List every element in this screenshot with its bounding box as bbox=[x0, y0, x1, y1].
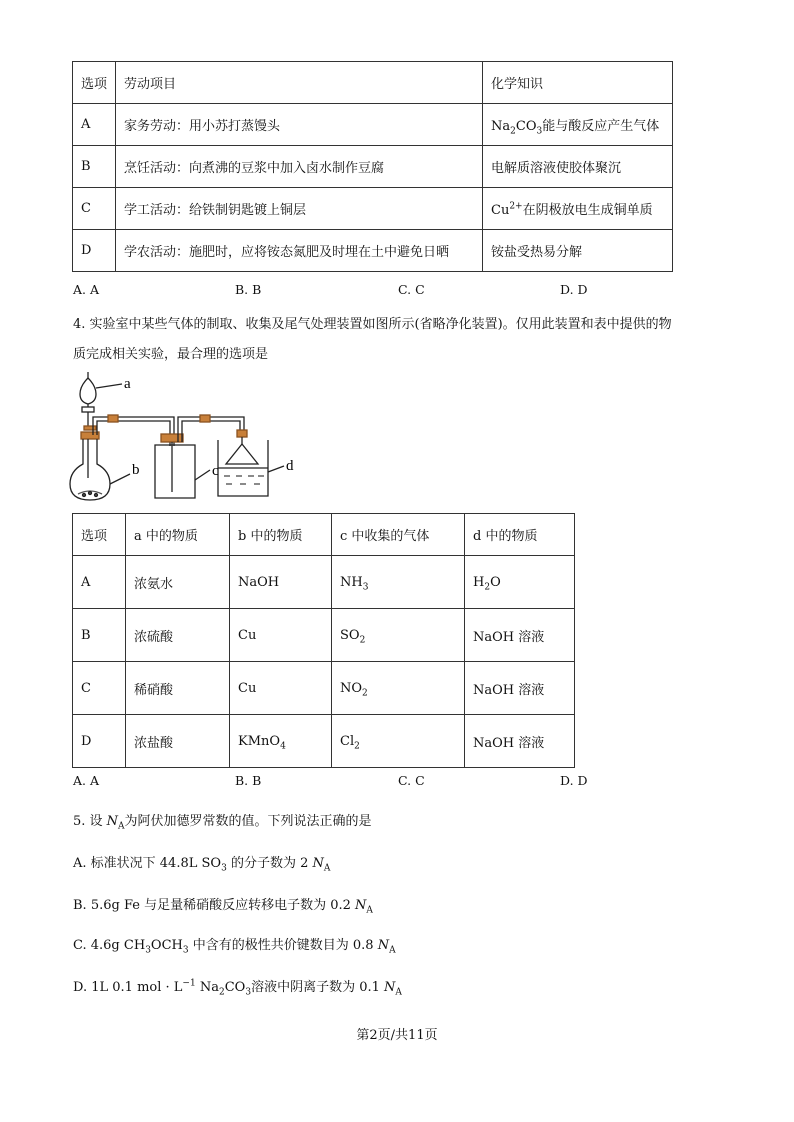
header-cell: 选项 bbox=[73, 62, 116, 104]
collection-bottle-c bbox=[155, 445, 195, 498]
q4-stem-line1: 4. 实验室中某些气体的制取、收集及尾气处理装置如图所示(省略净化装置)。仅用此装置和表中提供的物 bbox=[73, 317, 672, 332]
q5-option-d[interactable]: D. 1L 0.1 mol · $L^{-1}$ $Na_2CO_3$溶液中阴离子数为 0.1 $N_A$ bbox=[73, 978, 402, 998]
table-header-row bbox=[73, 514, 575, 556]
option-cell: D bbox=[73, 715, 126, 768]
a-substance-cell: 浓氨水 bbox=[126, 556, 230, 609]
d-substance-cell: NaOH 溶液 bbox=[465, 662, 575, 715]
q5-stem: 5. 设 $N_A$为阿伏加德罗常数的值。下列说法正确的是 bbox=[73, 814, 372, 832]
q5-option-c[interactable]: C. 4.6g $CH_3OCH_3$ 中含有的极性共价键数目为 0.8 $N_A$ bbox=[73, 938, 396, 956]
header-cell: d 中的物质 bbox=[465, 514, 575, 556]
separatory-funnel bbox=[80, 378, 96, 404]
table-row bbox=[73, 609, 575, 662]
choice-d[interactable]: D. D bbox=[560, 282, 588, 297]
a-substance-cell: 浓盐酸 bbox=[126, 715, 230, 768]
answer-choices-q3 bbox=[73, 282, 603, 300]
option-cell: B bbox=[73, 146, 116, 188]
table-header-row bbox=[73, 62, 673, 104]
b-substance-cell: Cu bbox=[230, 662, 332, 715]
header-cell: c 中收集的气体 bbox=[332, 514, 465, 556]
option-cell: A bbox=[73, 556, 126, 609]
label-b: b bbox=[132, 462, 140, 478]
q5-option-b[interactable]: B. 5.6g Fe 与足量稀硝酸反应转移电子数为 0.2 $N_A$ bbox=[73, 898, 373, 916]
table-row bbox=[73, 146, 673, 188]
option-cell: D bbox=[73, 230, 116, 272]
reagent-table bbox=[72, 513, 575, 768]
knowledge-cell: 电解质溶液使胶体聚沉 bbox=[483, 146, 673, 188]
table-row bbox=[73, 662, 575, 715]
table-row bbox=[73, 230, 673, 272]
c-gas-cell: $Cl_2$ bbox=[332, 715, 465, 768]
gas-apparatus-diagram bbox=[60, 368, 320, 510]
b-substance-cell: KMnO$_4$ bbox=[230, 715, 332, 768]
table-row bbox=[73, 188, 673, 230]
knowledge-cell: $Na_2CO_3$能与酸反应产生气体 bbox=[483, 104, 673, 146]
option-cell: B bbox=[73, 609, 126, 662]
choice-b[interactable]: B. B bbox=[235, 773, 262, 788]
stopcock bbox=[82, 407, 94, 412]
choice-b[interactable]: B. B bbox=[235, 282, 262, 297]
label-a: a bbox=[124, 376, 131, 392]
table-row bbox=[73, 556, 575, 609]
b-substance-cell: Cu bbox=[230, 609, 332, 662]
option-cell: A bbox=[73, 104, 116, 146]
d-substance-cell: NaOH 溶液 bbox=[465, 609, 575, 662]
a-substance-cell: 稀硝酸 bbox=[126, 662, 230, 715]
q4-stem-line2: 质完成相关实验，最合理的选项是 bbox=[73, 347, 269, 362]
d-substance-cell: $H_2O$ bbox=[465, 556, 575, 609]
table-row bbox=[73, 104, 673, 146]
choice-a[interactable]: A. A bbox=[73, 282, 100, 297]
q5-option-a[interactable]: A. 标准状况下 44.8L $SO_3$ 的分子数为 2 $N_A$ bbox=[73, 856, 331, 874]
project-cell: 学工活动：给铁制钥匙镀上铜层 bbox=[116, 188, 483, 230]
project-cell: 学农活动：施肥时，应将铵态氮肥及时埋在土中避免日晒 bbox=[116, 230, 483, 272]
page-footer: 第2页/共11页 bbox=[356, 1028, 438, 1043]
header-cell: b 中的物质 bbox=[230, 514, 332, 556]
header-cell: 选项 bbox=[73, 514, 126, 556]
choice-c[interactable]: C. C bbox=[398, 282, 425, 297]
header-cell: a 中的物质 bbox=[126, 514, 230, 556]
choice-a[interactable]: A. A bbox=[73, 773, 100, 788]
answer-choices-q4 bbox=[73, 773, 603, 791]
choice-d[interactable]: D. D bbox=[560, 773, 588, 788]
label-c: c bbox=[212, 463, 219, 479]
label-d: d bbox=[286, 458, 294, 474]
a-substance-cell: 浓硫酸 bbox=[126, 609, 230, 662]
knowledge-cell: $Cu^{2+}$在阴极放电生成铜单质 bbox=[483, 188, 673, 230]
c-gas-cell: $NH_3$ bbox=[332, 556, 465, 609]
labor-knowledge-table bbox=[72, 61, 673, 272]
header-cell: 化学知识 bbox=[483, 62, 673, 104]
header-cell: 劳动项目 bbox=[116, 62, 483, 104]
table-row bbox=[73, 715, 575, 768]
knowledge-cell: 铵盐受热易分解 bbox=[483, 230, 673, 272]
choice-c[interactable]: C. C bbox=[398, 773, 425, 788]
c-gas-cell: $SO_2$ bbox=[332, 609, 465, 662]
option-cell: C bbox=[73, 662, 126, 715]
option-cell: C bbox=[73, 188, 116, 230]
b-substance-cell: NaOH bbox=[230, 556, 332, 609]
d-substance-cell: NaOH 溶液 bbox=[465, 715, 575, 768]
project-cell: 烹饪活动：向煮沸的豆浆中加入卤水制作豆腐 bbox=[116, 146, 483, 188]
funnel-absorber bbox=[226, 444, 258, 464]
c-gas-cell: $NO_2$ bbox=[332, 662, 465, 715]
project-cell: 家务劳动：用小苏打蒸馒头 bbox=[116, 104, 483, 146]
